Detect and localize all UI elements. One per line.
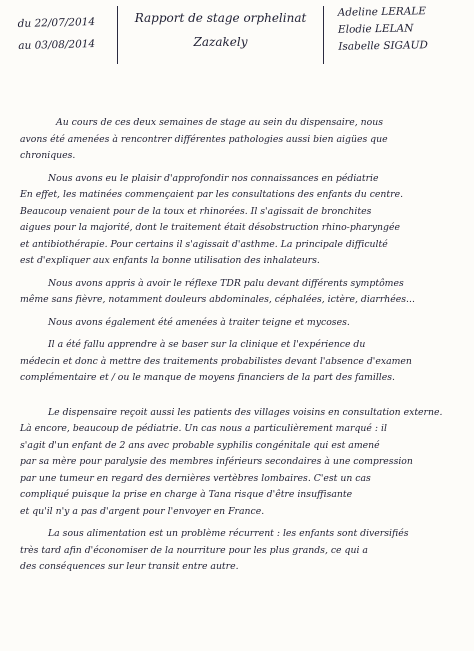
text-line: complémentaire et / ou le manque de moyens financiers de la part des familles. bbox=[20, 372, 395, 383]
paragraph-pediatrie bbox=[20, 171, 466, 270]
text-line: médecin et donc à mettre des traitements probabilistes devant l'absence d'examen bbox=[20, 355, 412, 367]
text-line: Au cours de ces deux semaines de stage au sein du dispensaire, nous bbox=[56, 117, 383, 128]
text-line: compliqué puisque la prise en charge à Tana risque d'être insuffisante bbox=[20, 489, 353, 500]
paragraph-tdr-palu bbox=[20, 276, 466, 309]
text-line: Nous avons également été amenées à traiter teigne et mycoses. bbox=[48, 316, 350, 328]
author-name: Elodie LELAN bbox=[337, 22, 414, 36]
report-title bbox=[117, 6, 324, 64]
text-line: Il a été fallu apprendre à se baser sur la clinique et l'expérience du bbox=[48, 339, 366, 350]
text-line: des conséquences sur leur transit entre autre. bbox=[20, 561, 239, 572]
text-line: Beaucoup venaient pour de la toux et rhinorées. Il s'agissait de bronchites bbox=[20, 205, 372, 217]
paragraph-intro bbox=[20, 115, 466, 165]
text-line: Le dispensaire reçoit aussi les patients des villages voisins en consultation externe. bbox=[48, 406, 443, 418]
text-line: La sous alimentation est un problème récurrent : les enfants sont diversifiés bbox=[48, 528, 409, 539]
stage-dates bbox=[17, 11, 95, 57]
text-line: et antibiothérapie. Pour certains il s'agissait d'asthme. La principale difficulté bbox=[20, 238, 388, 250]
text-line: s'agit d'un enfant de 2 ans avec probable syphilis congénitale qui est amené bbox=[20, 439, 380, 451]
title-line-2: Zazakely bbox=[193, 35, 248, 49]
text-line: Là encore, beaucoup de pédiatrie. Un cas nous a particulièrement marqué : il bbox=[20, 423, 387, 434]
text-line: Nous avons eu le plaisir d'approfondir nos connaissances en pédiatrie bbox=[48, 172, 379, 184]
author-name: Isabelle SIGAUD bbox=[338, 39, 428, 53]
author-name: Adeline LERALE bbox=[337, 5, 427, 19]
author-list bbox=[338, 3, 428, 56]
text-line: aigues pour la majorité, dont le traitement était désobstruction rhino-pharyngée bbox=[20, 222, 400, 233]
text-line: et qu'il n'y a pas d'argent pour l'envoyer en France. bbox=[20, 505, 265, 517]
date-end: au 03/08/2014 bbox=[18, 37, 96, 53]
paragraph-teigne bbox=[20, 315, 466, 332]
paragraph-gap bbox=[20, 393, 466, 405]
text-line: très tard afin d'économiser de la nourriture pour les plus grands, ce qui a bbox=[20, 544, 368, 556]
text-line: Nous avons appris à avoir le réflexe TDR palu devant différents symptômes bbox=[48, 277, 404, 289]
text-line: même sans fièvre, notamment douleurs abdominales, céphalées, ictère, diarrhées... bbox=[20, 294, 415, 305]
paragraph-clinique bbox=[20, 337, 466, 387]
text-line: En effet, les matinées commençaient par les consultations des enfants du centre. bbox=[20, 189, 404, 200]
paragraph-dispensaire bbox=[20, 405, 466, 521]
report-body bbox=[20, 115, 466, 582]
text-line: avons été amenées à rencontrer différentes pathologies aussi bien aigües que bbox=[20, 133, 388, 145]
title-line-1: Rapport de stage orphelinat bbox=[134, 11, 307, 25]
paragraph-alimentation bbox=[20, 526, 466, 576]
text-line: par sa mère pour paralysie des membres inférieurs secondaires à une compression bbox=[20, 456, 413, 467]
text-line: par une tumeur en regard des dernières vertèbres lombaires. C'est un cas bbox=[20, 472, 371, 484]
text-line: chroniques. bbox=[20, 150, 76, 161]
date-start: du 22/07/2014 bbox=[17, 15, 96, 31]
text-line: est d'expliquer aux enfants la bonne utilisation des inhalateurs. bbox=[20, 255, 320, 266]
